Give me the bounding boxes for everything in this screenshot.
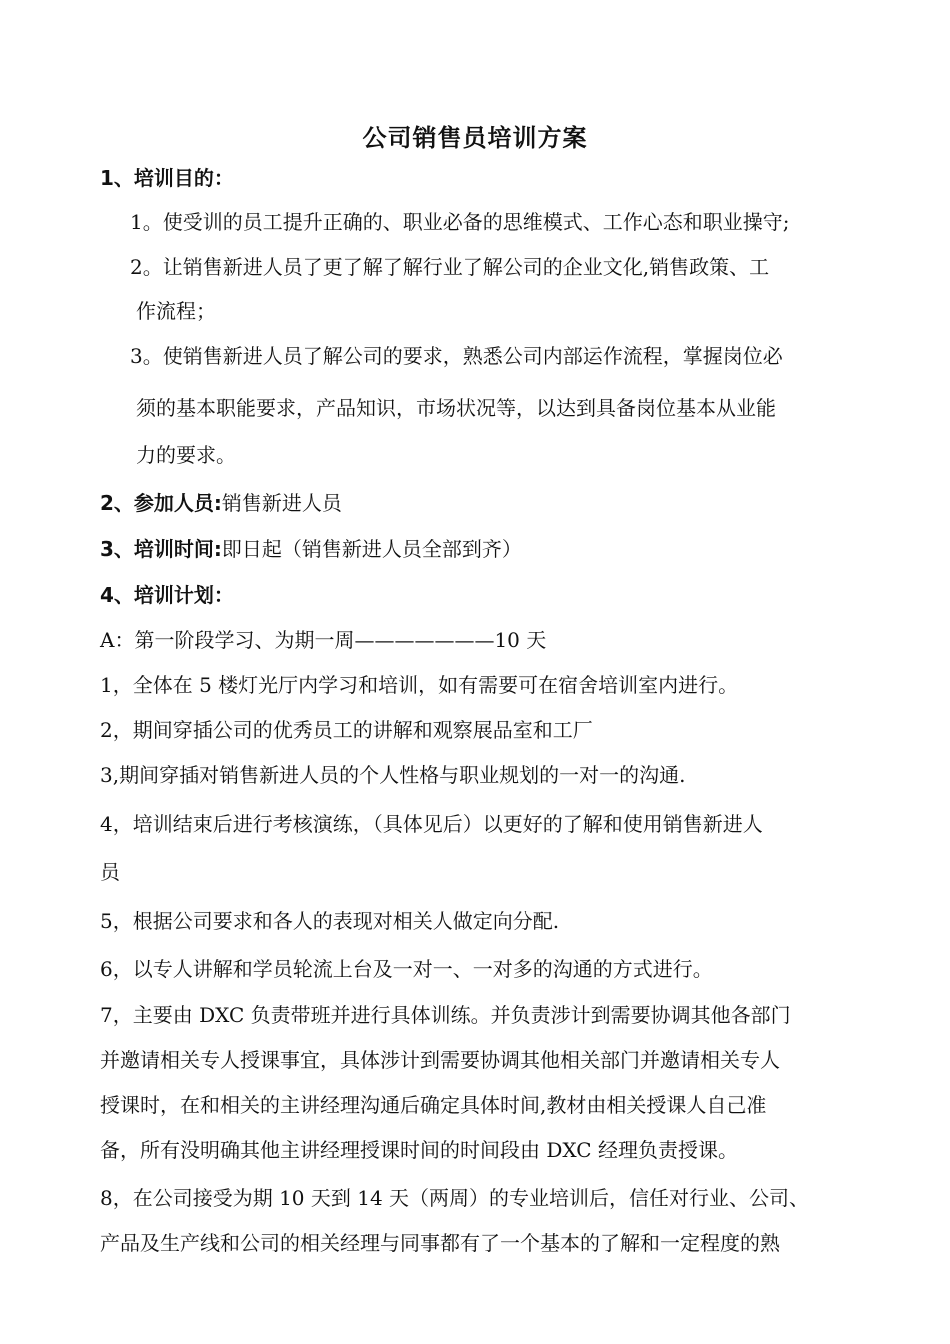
plan-line: 8，在公司接受为期 10 天到 14 天（两周）的专业培训后，信任对行业、公司、 [100,1186,810,1210]
section-4-heading: 4、培训计划： [100,583,234,607]
section-1-item: 2。让销售新进人员了更了解了解行业了解公司的企业文化,销售政策、工 [130,255,770,279]
section-3-text: 即日起（销售新进人员全部到齐） [221,537,522,561]
section-3 [100,535,522,563]
plan-line: 并邀请相关专人授课事宜，具体涉计到需要协调其他相关部门并邀请相关专人 [100,1048,780,1072]
plan-line: A：第一阶段学习、为期一周———————10 天 [100,628,547,652]
plan-line: 2，期间穿插公司的优秀员工的讲解和观察展品室和工厂 [100,718,593,742]
section-1-heading: 1、培训目的： [100,166,234,190]
section-2 [100,489,342,517]
section-1-item-cont: 作流程； [136,299,216,323]
section-1-item: 3。使销售新进人员了解公司的要求，熟悉公司内部运作流程，掌握岗位必 [130,344,783,368]
section-1-item-cont: 须的基本职能要求，产品知识，市场状况等，以达到具备岗位基本从业能 [136,396,776,420]
plan-line: 备，所有没明确其他主讲经理授课时间的时间段由 DXC 经理负责授课。 [100,1138,738,1162]
plan-line: 员 [100,860,120,884]
plan-line: 3,期间穿插对销售新进人员的个人性格与职业规划的一对一的沟通. [100,763,686,787]
plan-line: 4，培训结束后进行考核演练，（具体见后）以更好的了解和使用销售新进人 [100,812,763,836]
section-1-item-cont: 力的要求。 [136,443,236,467]
section-1-item: 1。使受训的员工提升正确的、职业必备的思维模式、工作心态和职业操守; [130,210,790,234]
section-2-heading: 2、参加人员: [100,491,222,515]
plan-line: 产品及生产线和公司的相关经理与同事都有了一个基本的了解和一定程度的熟 [100,1231,780,1255]
document-title: 公司销售员培训方案 [362,124,588,152]
section-2-text: 销售新进人员 [221,491,342,515]
plan-line: 7，主要由 DXC 负责带班并进行具体训练。并负责涉计到需要协调其他各部门 [100,1003,791,1027]
plan-line: 1，全体在 5 楼灯光厅内学习和培训，如有需要可在宿舍培训室内进行。 [100,673,739,697]
plan-line: 5，根据公司要求和各人的表现对相关人做定向分配. [100,909,560,933]
section-3-heading: 3、培训时间: [100,537,222,561]
plan-line: 6，以专人讲解和学员轮流上台及一对一、一对多的沟通的方式进行。 [100,957,713,981]
plan-line: 授课时，在和相关的主讲经理沟通后确定具体时间,教材由相关授课人自己准 [100,1093,767,1117]
